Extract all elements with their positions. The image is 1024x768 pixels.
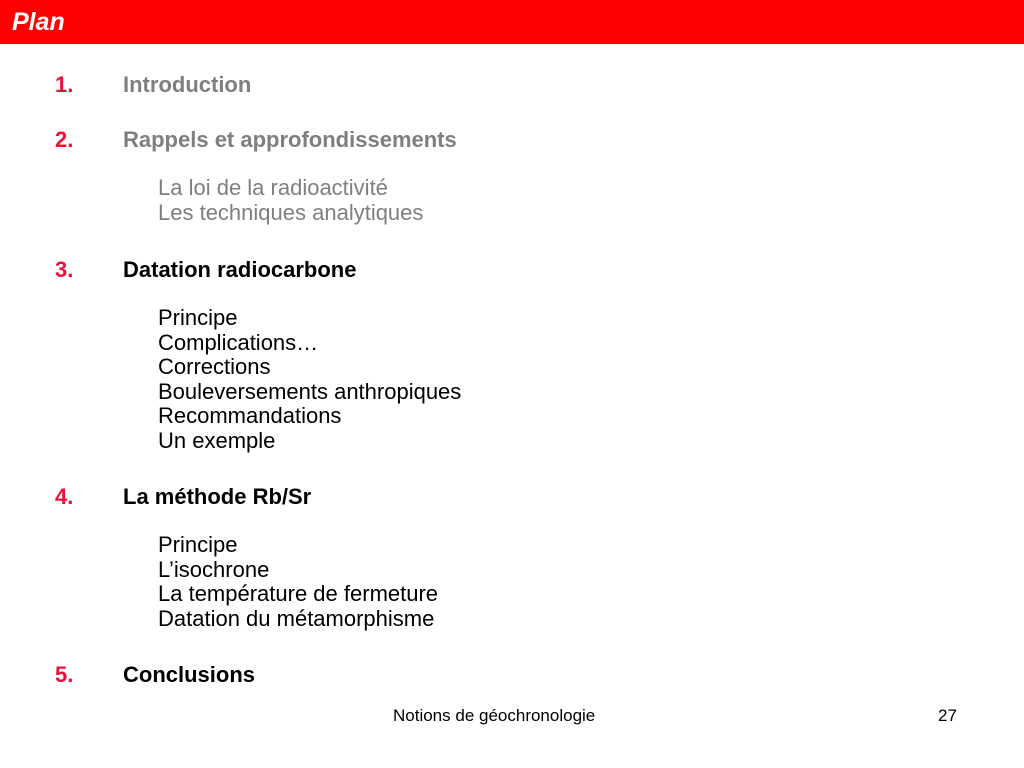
section-4-title: La méthode Rb/Sr [123, 484, 312, 509]
section-1-number: 1. [55, 72, 74, 97]
section-2-subitem: La loi de la radioactivité [158, 175, 388, 200]
section-5-heading [0, 660, 900, 690]
section-1-title: Introduction [123, 72, 252, 97]
slide-title: Plan [12, 8, 65, 36]
page-number: 27 [938, 706, 957, 725]
section-1-heading [0, 70, 900, 100]
section-3-heading [0, 255, 900, 285]
section-4-heading [0, 482, 900, 512]
section-4-subitem: La température de fermeture [158, 581, 439, 607]
section-3-title: Datation radiocarbone [123, 257, 357, 282]
section-4-subitem: L’isochrone [158, 556, 270, 582]
section-3-subitems [158, 306, 461, 454]
section-3-subitem: Un exemple [158, 427, 276, 453]
section-4-subitem: Datation du métamorphisme [158, 605, 435, 631]
section-5-number: 5. [55, 662, 74, 687]
section-3-subitem: Bouleversements anthropiques [158, 378, 462, 404]
section-2-title: Rappels et approfondissements [123, 127, 457, 152]
section-4-subitems [158, 533, 438, 631]
footer-title: Notions de géochronologie [393, 706, 596, 725]
section-2-heading [0, 125, 900, 155]
section-4-subitem: Principe [158, 532, 238, 557]
section-3-subitem: Complications… [158, 329, 319, 355]
section-5-title: Conclusions [123, 662, 256, 687]
section-3-subitem: Principe [158, 305, 238, 330]
section-3-subitem: Recommandations [158, 403, 342, 429]
section-2-subitems [158, 176, 423, 225]
section-3-number: 3. [55, 257, 74, 282]
section-3-subitem: Corrections [158, 354, 271, 380]
section-2-subitem: Les techniques analytiques [158, 199, 424, 225]
section-2-number: 2. [55, 127, 74, 152]
section-4-number: 4. [55, 484, 74, 509]
